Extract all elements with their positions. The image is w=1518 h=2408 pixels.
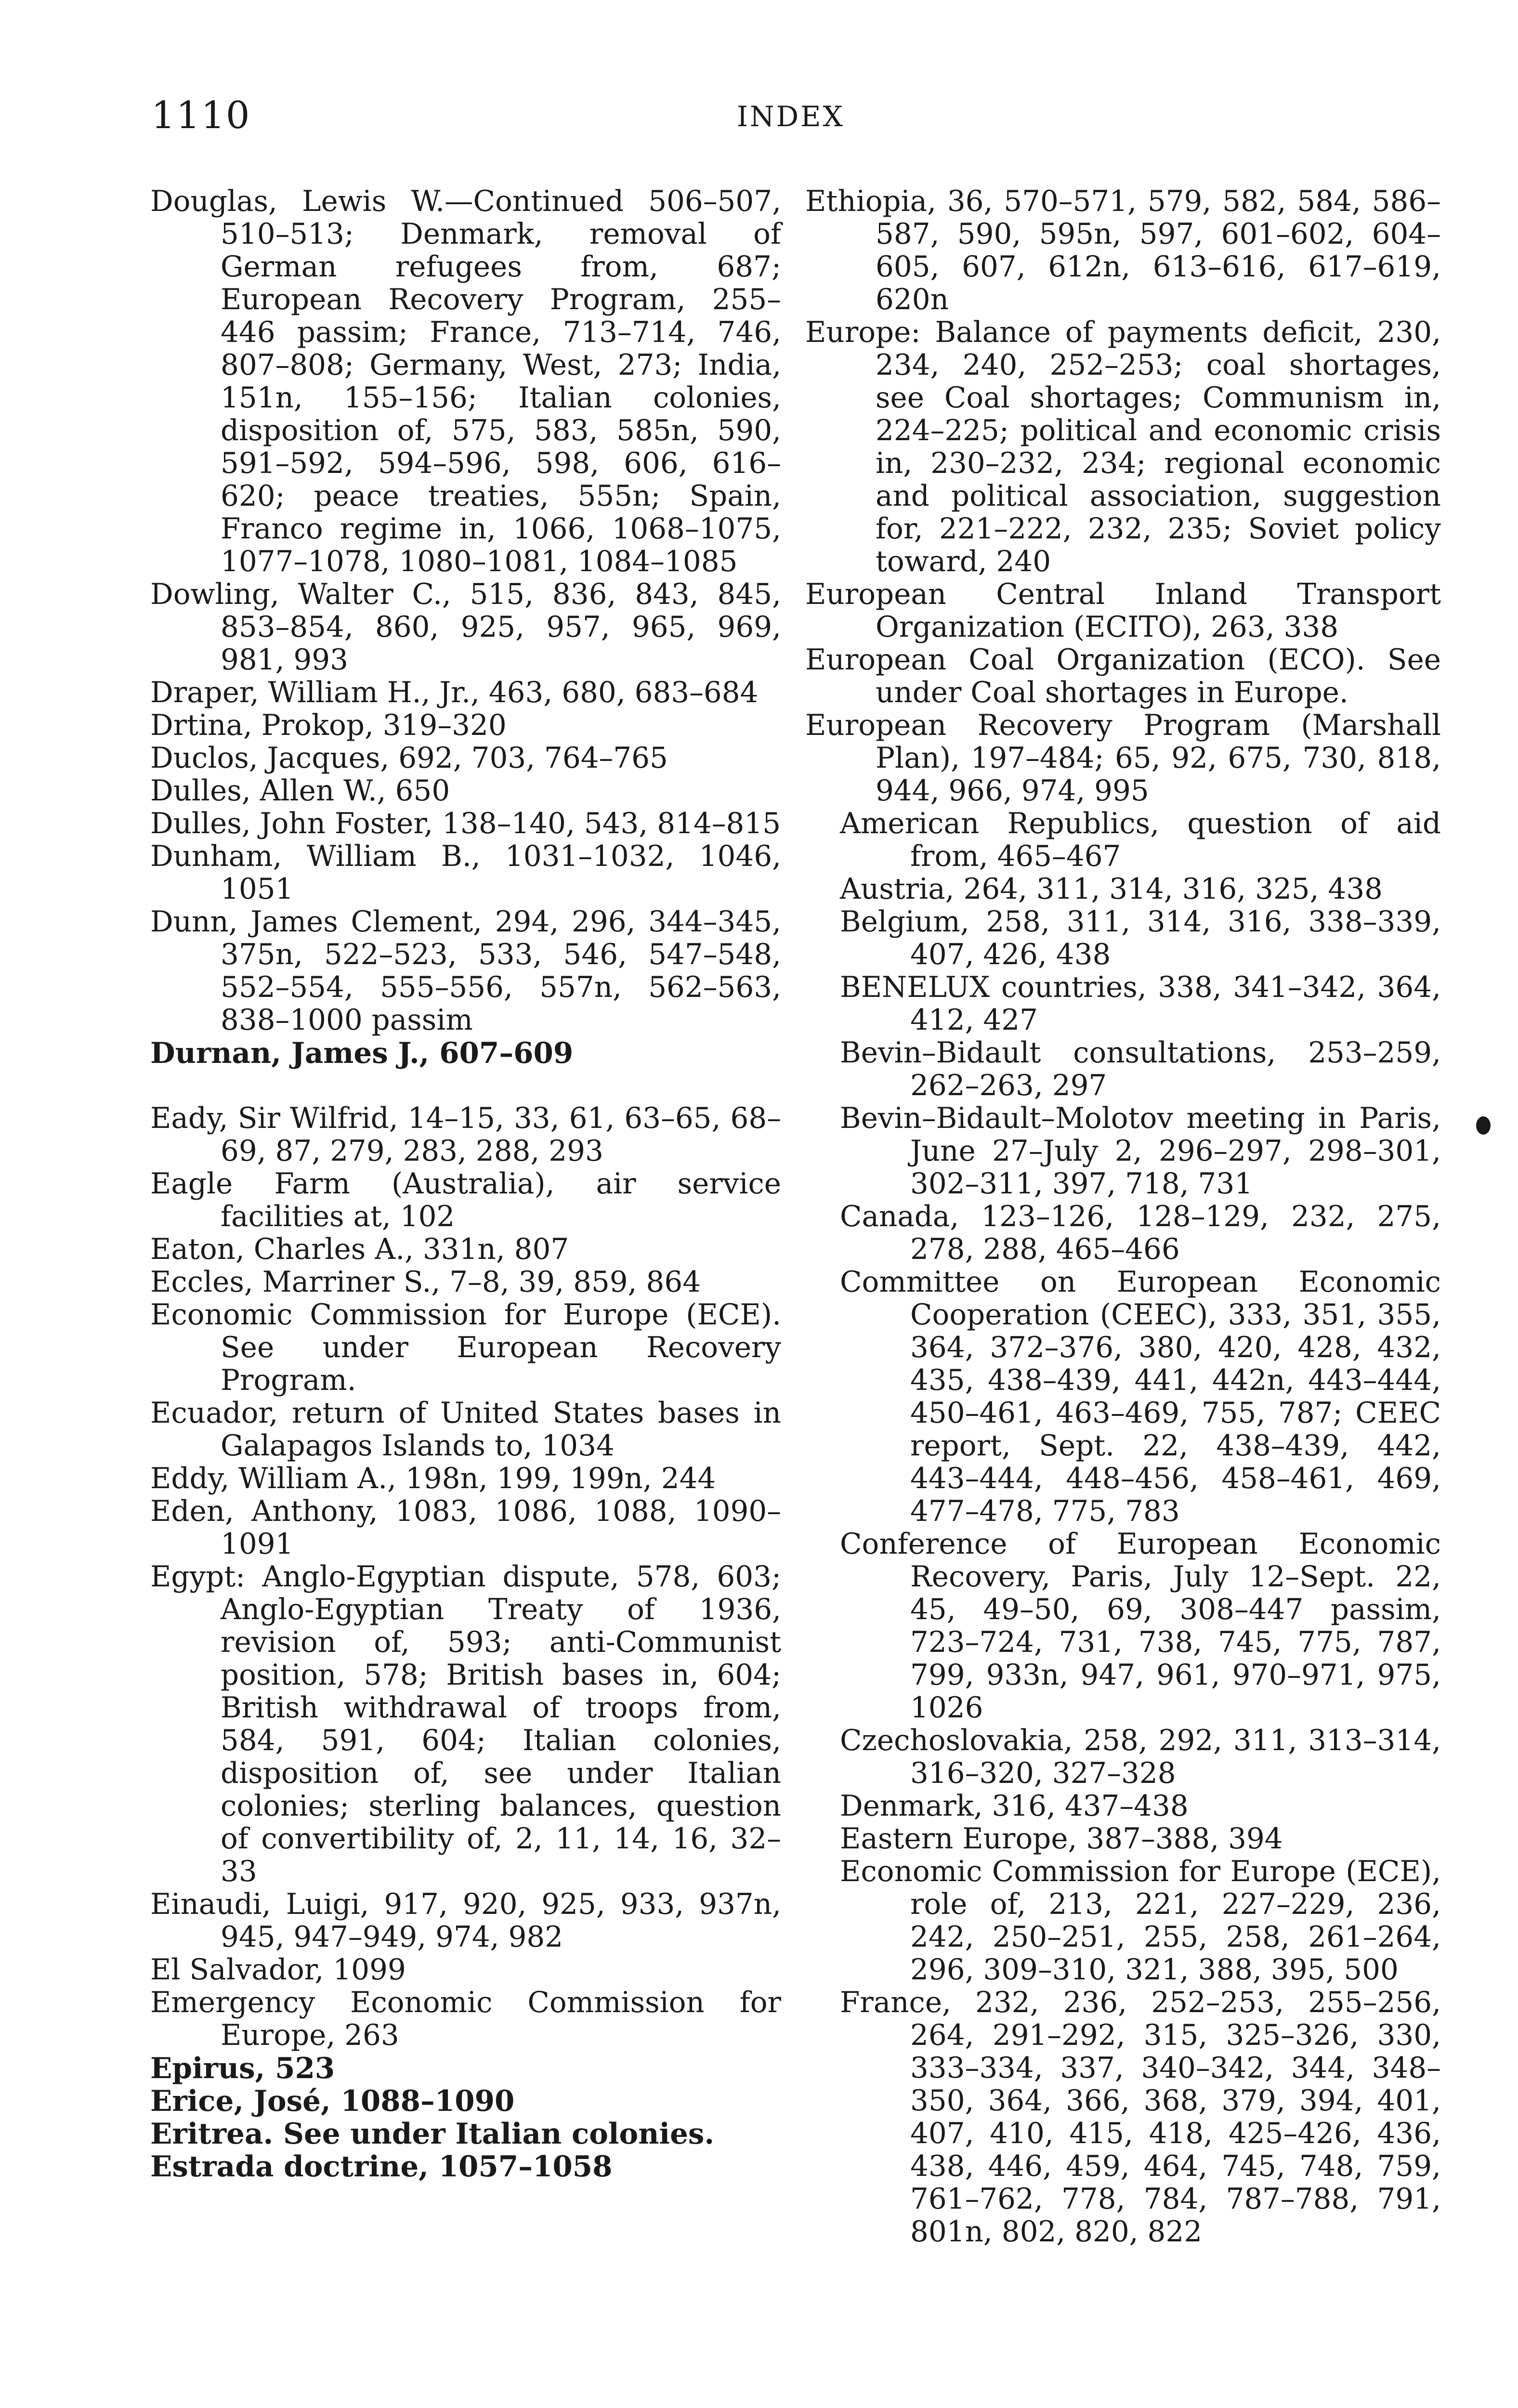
index-entry: Duclos, Jacques, 692, 703, 764–765 [150, 742, 668, 775]
index-subentry: Eastern Europe, 387–388, 394 [840, 1822, 1283, 1856]
index-subentry: Denmark, 316, 437–438 [840, 1790, 1189, 1823]
index-entry: Europe: Balance of payments deficit, 230, 234, 240, 252–253; coal shortages, see Coal shortages; Communism in, 224–225; political and economic crisis in, 230–232, 234; regional economic and political association, suggestion for, 221–222, 232, 235; Soviet policy toward, 240 [805, 316, 1441, 578]
index-entry: Eagle Farm (Australia), air service facilities at, 102 [150, 1167, 781, 1233]
index-entry: Dunham, William B., 1031–1032, 1046, 1051 [150, 840, 781, 906]
index-entry: Ecuador, return of United States bases in Galapagos Islands to, 1034 [150, 1397, 781, 1463]
section-gap [150, 1070, 781, 1102]
index-entry: Douglas, Lewis W.—Continued 506–507, 510–513; Denmark, removal of German refugees from, 687; European Recovery Program, 255–446 passim; France, 713–714, 746, 807–808; Germany, West, 273; India, 151n, 155–156; Italian colonies, disposition of, 575, 583, 585n, 590, 591–592, 594–596, 598, 606, 616–620; peace treaties, 555n; Spain, Franco regime in, 1066, 1068–1075, 1077–1078, 1080–1081, 1084–1085 [150, 185, 781, 578]
index-subentry: Committee on European Economic Cooperation (CEEC), 333, 351, 355, 364, 372–376, 380, 420, 428, 432, 435, 438–439, 441, 442n, 443–444, 450–461, 463–469, 755, 787; CEEC report, Sept. 22, 438–439, 442, 443–444, 448–456, 458–461, 469, 477–478, 775, 783 [840, 1266, 1441, 1528]
index-entry: El Salvador, 1099 [150, 1953, 406, 1987]
index-entry: European Recovery Program (Marshall Plan), 197–484; 65, 92, 675, 730, 818, 944, 966, 974, 995 [805, 709, 1441, 808]
index-subentry: Economic Commission for Europe (ECE), role of, 213, 221, 227–229, 236, 242, 250–251, 255, 258, 261–264, 296, 309–310, 321, 388, 395, 500 [840, 1855, 1441, 1987]
index-entry: Draper, William H., Jr., 463, 680, 683–684 [150, 676, 759, 709]
index-entry: Estrada doctrine, 1057–1058 [150, 2150, 613, 2184]
index-subentry: BENELUX countries, 338, 341–342, 364, 412, 427 [840, 971, 1441, 1037]
index-entry: Epirus, 523 [150, 2052, 335, 2085]
ink-mark [1476, 1116, 1491, 1135]
page-number: 1110 [151, 94, 251, 137]
index-entry: Dulles, John Foster, 138–140, 543, 814–815 [150, 807, 781, 840]
index-entry: Economic Commission for Europe (ECE). See under European Recovery Program. [150, 1298, 781, 1397]
index-subentry: Belgium, 258, 311, 314, 316, 338–339, 407, 426, 438 [840, 905, 1441, 971]
index-subentry: American Republics, question of aid from, 465–467 [840, 807, 1441, 873]
index-column-left [150, 185, 781, 2183]
index-entry: Eritrea. See under Italian colonies. [150, 2117, 715, 2151]
index-subentry: Austria, 264, 311, 314, 316, 325, 438 [840, 873, 1383, 906]
index-entry: Einaudi, Luigi, 917, 920, 925, 933, 937n, 945, 947–949, 974, 982 [150, 1888, 781, 1954]
index-entry: Dowling, Walter C., 515, 836, 843, 845, 853–854, 860, 925, 957, 965, 969, 981, 993 [150, 578, 781, 677]
index-entry: Emergency Economic Commission for Europe, 263 [150, 1986, 781, 2052]
index-subentry: Bevin–Bidault consultations, 253–259, 262–263, 297 [840, 1036, 1441, 1102]
index-entry: Erice, José, 1088–1090 [150, 2084, 515, 2118]
index-entry: Dunn, James Clement, 294, 296, 344–345, 375n, 522–523, 533, 546, 547–548, 552–554, 555–556, 557n, 562–563, 838–1000 passim [150, 905, 781, 1037]
index-entry: Eccles, Marriner S., 7–8, 39, 859, 864 [150, 1266, 701, 1299]
index-entry: European Central Inland Transport Organization (ECITO), 263, 338 [805, 578, 1441, 644]
index-entry: Dulles, Allen W., 650 [150, 774, 450, 808]
index-entry: Ethiopia, 36, 570–571, 579, 582, 584, 586–587, 590, 595n, 597, 601–602, 604–605, 607, 612n, 613–616, 617–619, 620n [805, 185, 1441, 316]
index-entry: Eaton, Charles A., 331n, 807 [150, 1233, 569, 1266]
index-subentry: Bevin–Bidault–Molotov meeting in Paris, June 27–July 2, 296–297, 298–301, 302–311, 397, 718, 731 [840, 1102, 1441, 1201]
index-entry: Drtina, Prokop, 319–320 [150, 709, 507, 742]
index-entry: Eden, Anthony, 1083, 1086, 1088, 1090–1091 [150, 1495, 781, 1561]
index-subentry: Canada, 123–126, 128–129, 232, 275, 278, 288, 465–466 [840, 1200, 1441, 1266]
index-entry: European Coal Organization (ECO). See under Coal shortages in Europe. [805, 643, 1441, 709]
index-entry: Eddy, William A., 198n, 199, 199n, 244 [150, 1462, 716, 1495]
page-title: INDEX [737, 100, 845, 133]
index-entry: Durnan, James J., 607–609 [150, 1036, 574, 1070]
index-subentry: Czechoslovakia, 258, 292, 311, 313–314, 316–320, 327–328 [840, 1724, 1441, 1790]
index-entry: Eady, Sir Wilfrid, 14–15, 33, 61, 63–65, 68–69, 87, 279, 283, 288, 293 [150, 1102, 781, 1168]
index-subentry: France, 232, 236, 252–253, 255–256, 264, 291–292, 315, 325–326, 330, 333–334, 337, 340–342, 344, 348–350, 364, 366, 368, 379, 394, 401, 407, 410, 415, 418, 425–426, 436, 438, 446, 459, 464, 745, 748, 759, 761–762, 778, 784, 787–788, 791, 801n, 802, 820, 822 [840, 1986, 1441, 2249]
index-column-right [805, 185, 1441, 2249]
index-subentry: Conference of European Economic Recovery, Paris, July 12–Sept. 22, 45, 49–50, 69, 308–447 passim, 723–724, 731, 738, 745, 775, 787, 799, 933n, 947, 961, 970–971, 975, 1026 [840, 1528, 1441, 1725]
index-entry: Egypt: Anglo-Egyptian dispute, 578, 603; Anglo-Egyptian Treaty of 1936, revision of, 593; anti-Communist position, 578; British bases in, 604; British withdrawal of troops from, 584, 591, 604; Italian colonies, disposition of, see under Italian colonies; sterling balances, question of convertibility of, 2, 11, 14, 16, 32–33 [150, 1560, 781, 1888]
